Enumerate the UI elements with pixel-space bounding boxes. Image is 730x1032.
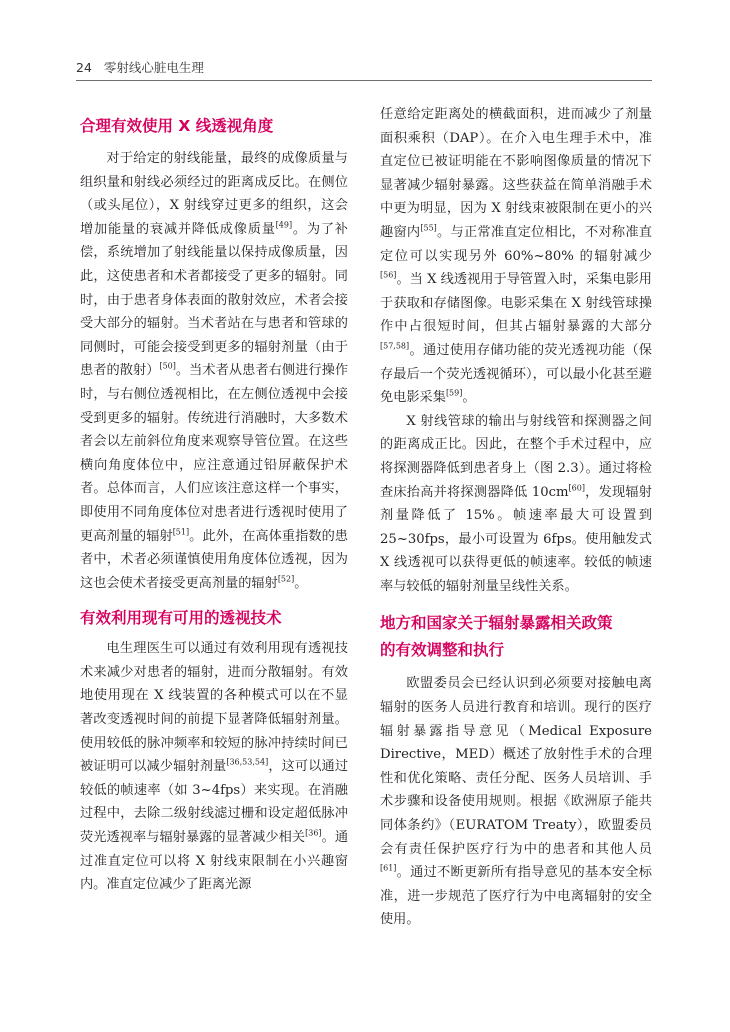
- header-rule: [76, 80, 652, 81]
- right-column: [380, 103, 652, 932]
- citation-marker: [36]: [305, 828, 322, 838]
- citation-marker: [56]: [380, 270, 397, 280]
- citation-marker: [51]: [172, 527, 190, 537]
- citation-marker: [61]: [380, 863, 397, 873]
- citation-marker: [60]: [568, 483, 585, 493]
- section-heading-technology: 有效利用现有可用的透视技术: [80, 609, 282, 628]
- citation-marker: [59]: [445, 388, 463, 398]
- heading-line-1: 地方和国家关于辐射暴露相关政策: [380, 614, 613, 633]
- running-title: 零射线心脏电生理: [103, 60, 204, 75]
- paragraph-angle: 对于给定的射线能量，最终的成像质量与组织量和射线必须经过的距离成反比。在侧位（或头尾位），X 射线穿过更多的组织，这会增加能量的衰减并降低成像质量[49]。为了补偿，系统增加了射线能量以保持成像质量，因此，这使患者和术者都接受了更多的辐射。同时，由于患者身体表面的散射效应，术者会接受大部分的辐射。当术者站在与患者和管球的同侧时，可能会接受到更多的辐射剂量（由于患者的散射）[50]。当术者从患者右侧进行操作时，与右侧位透视相比，在左侧位透视中会接受到更多的辐射。传统进行消融时，大多数术者会以左前斜位角度来观察导管位置。在这些横向角度体位中，应注意通过铅屏蔽保护术者。总体而言，人们应该注意这样一个事实，即使用不同角度体位对患者进行透视时使用了更高剂量的辐射[51]。此外，在高体重指数的患者中，术者必须谨慎使用角度体位透视，因为这也会使术者接受更高剂量的辐射[52]。: [80, 151, 349, 591]
- left-column: [80, 103, 348, 897]
- citation-marker: [57,58]: [380, 341, 410, 351]
- section-heading-policy: [380, 610, 652, 664]
- page-number: 24: [76, 60, 92, 75]
- section-heading-angle: 合理有效使用 X 线透视角度: [80, 117, 274, 135]
- citation-marker: [50]: [159, 361, 176, 371]
- citation-marker: [52]: [277, 574, 295, 584]
- paragraph-detector: X 射线管球的输出与射线管和探测器之间的距离成正比。因此，在整个手术过程中，应将探测器降低到患者身上（图 2.3）。通过将检查床抬高并将探测器降低 10cm[60]，发现辐射剂量降低了 15%。帧速率最大可设置到 25~30fps，最小可设置为 6fps。使用触发式 X 线透视可以获得更低的帧速率。较低的帧速率与较低的辐射剂量呈线性关系。: [380, 413, 652, 594]
- paragraph-policy: 欧盟委员会已经认识到必须要对接触电离辐射的医务人员进行教育和培训。现行的医疗辐射暴露指导意见（Medical Exposure Directive，MED）概述了放射性手术的合理性和优化策略、责任分配、医务人员培训、手术步骤和设备使用规则。根据《欧洲原子能共同体条约》（EURATOM Treaty），欧盟委员会有责任保护医疗行为中的患者和其他人员[61]。通过不断更新所有指导意见的基本安全标准，进一步规范了医疗行为中电离辐射的安全使用。: [380, 676, 652, 928]
- citation-marker: [49]: [275, 220, 293, 230]
- running-header: [76, 58, 656, 76]
- heading-line-2: 的有效调整和执行: [380, 641, 505, 660]
- paragraph-technology: 电生理医生可以通过有效利用现有透视技术来减少对患者的辐射，进而分散辐射。有效地使用现在 X 线装置的各种模式可以在不显著改变透视时间的前提下显著降低辐射剂量。使用较低的脉冲频率和较短的脉冲持续时间已被证明可以减少辐射剂量[36,53,54]，这可以通过较低的帧速率（如 3~4fps）来实现。在消融过程中，去除二级射线滤过栅和设定超低脉冲荧光透视率与辐射暴露的显著减少相关[36]。通过准直定位可以将 X 射线束限制在小兴趣窗内。准直定位减少了距离光源: [80, 641, 349, 893]
- citation-marker: [55]: [420, 223, 437, 233]
- paragraph-collimation: 任意给定距离处的横截面积，进而减少了剂量面积乘积（DAP）。在介入电生理手术中，准直定位已被证明能在不影响图像质量的情况下显著减少辐射暴露。这些获益在简单消融手术中更为明显，因为 X 射线束被限制在更小的兴趣窗内[55]。与正常准直定位相比，不对称准直定位可以实现另外 60%~80% 的辐射减少[56]。当 X 线透视用于导管置入时，采集电影用于获取和存储图像。电影采集在 X 射线管球操作中占很短时间，但其占辐射暴露的大部分[57,58]。通过使用存储功能的荧光透视功能（保存最后一个荧光透视循环），可以最小化甚至避免电影采集[59]。: [380, 107, 653, 406]
- citation-marker: [36,53,54]: [226, 757, 269, 767]
